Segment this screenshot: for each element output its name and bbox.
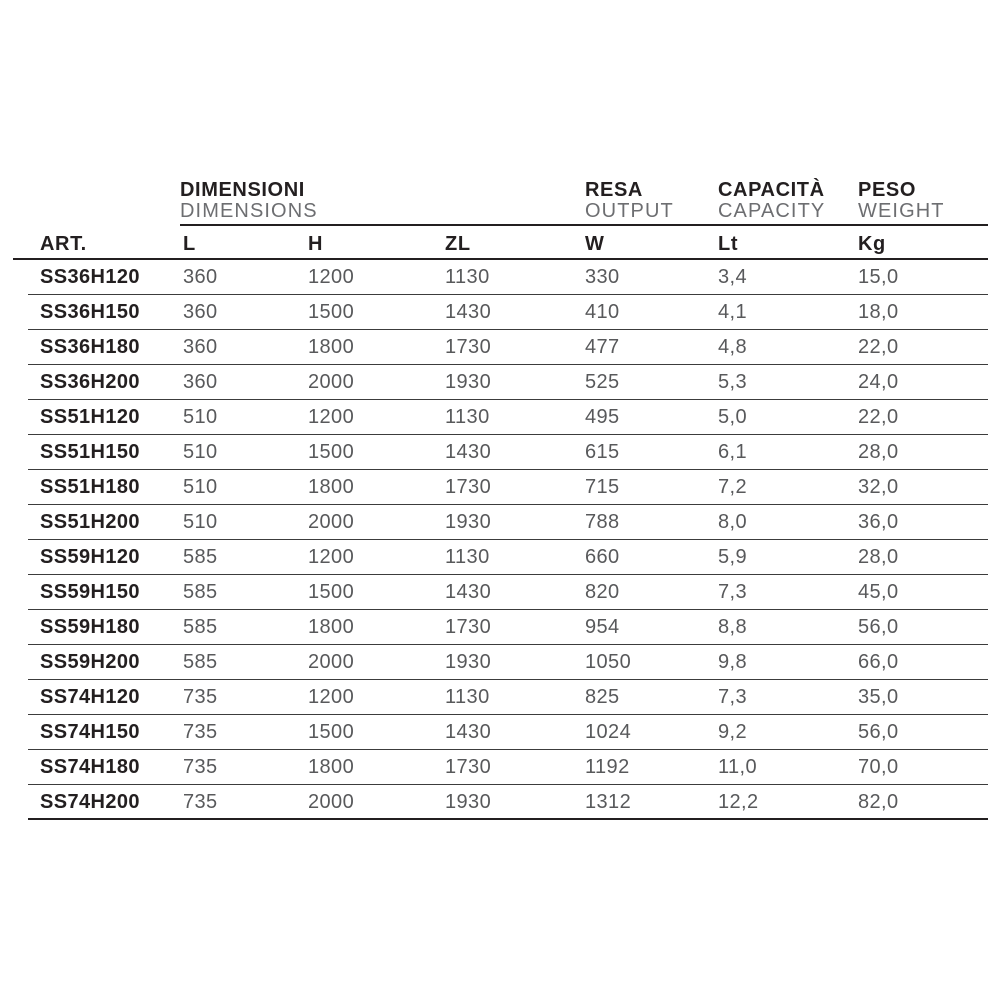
value-lt: 7,3 [718, 581, 748, 603]
value-h: 1200 [308, 686, 355, 708]
article-code: SS59H180 [40, 616, 140, 638]
value-lt: 12,2 [718, 791, 759, 813]
article-code: SS51H120 [40, 406, 140, 428]
value-h: 1200 [308, 546, 355, 568]
value-h: 1500 [308, 441, 355, 463]
article-code: SS74H120 [40, 686, 140, 708]
value-l: 360 [183, 371, 218, 393]
value-l: 510 [183, 511, 218, 533]
value-w: 615 [585, 441, 620, 463]
column-header-l: L [183, 233, 196, 255]
group-header-capacity [718, 180, 825, 222]
value-zl: 1730 [445, 616, 492, 638]
column-header-zl: ZL [445, 233, 471, 255]
table-row [13, 540, 988, 575]
value-w: 1312 [585, 791, 632, 813]
value-w: 525 [585, 371, 620, 393]
value-lt: 3,4 [718, 266, 748, 288]
table-body [13, 260, 988, 820]
value-l: 735 [183, 791, 218, 813]
value-h: 1500 [308, 581, 355, 603]
value-zl: 1930 [445, 371, 492, 393]
value-l: 360 [183, 336, 218, 358]
value-zl: 1430 [445, 581, 492, 603]
article-code: SS36H120 [40, 266, 140, 288]
article-code: SS36H180 [40, 336, 140, 358]
value-lt: 11,0 [718, 756, 758, 778]
column-header-h: H [308, 233, 324, 255]
article-code: SS51H200 [40, 511, 140, 533]
column-header-row [13, 232, 988, 257]
value-zl: 1930 [445, 511, 492, 533]
column-header-art: ART. [40, 233, 87, 255]
value-lt: 5,0 [718, 406, 748, 428]
value-lt: 4,8 [718, 336, 748, 358]
value-lt: 9,8 [718, 651, 748, 673]
value-h: 1500 [308, 721, 355, 743]
table-row [13, 365, 988, 400]
value-lt: 7,3 [718, 686, 748, 708]
table-row [13, 260, 988, 295]
group-header-output [585, 180, 674, 222]
value-lt: 6,1 [718, 441, 748, 463]
value-l: 360 [183, 266, 218, 288]
value-lt: 7,2 [718, 476, 748, 498]
value-w: 330 [585, 266, 620, 288]
value-w: 820 [585, 581, 620, 603]
table-row [13, 330, 988, 365]
value-kg: 28,0 [858, 441, 899, 463]
value-h: 2000 [308, 651, 355, 673]
value-zl: 1430 [445, 301, 492, 323]
group-label-en: OUTPUT [585, 200, 674, 222]
value-l: 510 [183, 406, 218, 428]
value-w: 1024 [585, 721, 632, 743]
value-kg: 22,0 [858, 336, 899, 358]
value-kg: 82,0 [858, 791, 899, 813]
value-l: 585 [183, 651, 218, 673]
value-zl: 1130 [445, 266, 490, 288]
value-kg: 56,0 [858, 721, 899, 743]
article-code: SS74H200 [40, 791, 140, 813]
value-zl: 1930 [445, 651, 492, 673]
value-lt: 4,1 [718, 301, 748, 323]
value-h: 1800 [308, 616, 355, 638]
table-row [13, 400, 988, 435]
value-h: 1800 [308, 476, 355, 498]
value-lt: 8,0 [718, 511, 748, 533]
group-underline-rule [180, 224, 988, 226]
table-row [13, 785, 988, 820]
value-kg: 66,0 [858, 651, 899, 673]
value-w: 410 [585, 301, 620, 323]
value-w: 715 [585, 476, 620, 498]
value-lt: 5,9 [718, 546, 748, 568]
table-row [13, 645, 988, 680]
value-l: 735 [183, 756, 218, 778]
value-l: 510 [183, 441, 218, 463]
table-row [13, 505, 988, 540]
spec-table [13, 180, 988, 825]
table-row [13, 435, 988, 470]
value-kg: 18,0 [858, 301, 899, 323]
value-kg: 56,0 [858, 616, 899, 638]
value-kg: 70,0 [858, 756, 899, 778]
value-w: 477 [585, 336, 620, 358]
value-l: 585 [183, 581, 218, 603]
value-l: 735 [183, 721, 218, 743]
value-w: 825 [585, 686, 620, 708]
value-h: 1500 [308, 301, 355, 323]
value-l: 735 [183, 686, 218, 708]
article-code: SS74H180 [40, 756, 140, 778]
article-code: SS59H120 [40, 546, 140, 568]
article-code: SS59H200 [40, 651, 140, 673]
value-lt: 5,3 [718, 371, 748, 393]
group-label-it: DIMENSIONI [180, 179, 305, 201]
value-zl: 1430 [445, 441, 492, 463]
table-row [13, 470, 988, 505]
value-l: 510 [183, 476, 218, 498]
group-label-en: WEIGHT [858, 200, 945, 222]
value-l: 360 [183, 301, 218, 323]
column-header-lt: Lt [718, 233, 739, 255]
value-zl: 1130 [445, 546, 490, 568]
value-w: 1192 [585, 756, 630, 778]
value-l: 585 [183, 616, 218, 638]
value-zl: 1130 [445, 686, 490, 708]
value-lt: 9,2 [718, 721, 748, 743]
value-h: 2000 [308, 791, 355, 813]
value-kg: 22,0 [858, 406, 899, 428]
value-lt: 8,8 [718, 616, 748, 638]
value-kg: 45,0 [858, 581, 899, 603]
column-header-w: W [585, 233, 605, 255]
value-w: 954 [585, 616, 620, 638]
value-w: 660 [585, 546, 620, 568]
value-zl: 1930 [445, 791, 492, 813]
value-l: 585 [183, 546, 218, 568]
value-w: 495 [585, 406, 620, 428]
article-code: SS36H200 [40, 371, 140, 393]
group-label-it: PESO [858, 179, 916, 201]
article-code: SS51H180 [40, 476, 140, 498]
value-h: 2000 [308, 371, 355, 393]
table-row [13, 575, 988, 610]
table-row [13, 680, 988, 715]
article-code: SS36H150 [40, 301, 140, 323]
value-kg: 24,0 [858, 371, 899, 393]
value-h: 2000 [308, 511, 355, 533]
group-label-it: RESA [585, 179, 643, 201]
value-w: 788 [585, 511, 620, 533]
value-kg: 32,0 [858, 476, 899, 498]
group-header-weight [858, 180, 945, 222]
article-code: SS74H150 [40, 721, 140, 743]
value-h: 1200 [308, 266, 355, 288]
group-header-dimensions [180, 180, 318, 222]
value-h: 1800 [308, 336, 355, 358]
value-kg: 28,0 [858, 546, 899, 568]
column-header-kg: Kg [858, 233, 886, 255]
table-row [13, 295, 988, 330]
value-zl: 1730 [445, 476, 492, 498]
value-kg: 15,0 [858, 266, 899, 288]
value-h: 1800 [308, 756, 355, 778]
table-row [13, 750, 988, 785]
value-zl: 1130 [445, 406, 490, 428]
group-label-en: CAPACITY [718, 200, 826, 222]
value-h: 1200 [308, 406, 355, 428]
value-zl: 1730 [445, 336, 492, 358]
table-row [13, 610, 988, 645]
group-label-it: CAPACITÀ [718, 179, 825, 201]
value-kg: 36,0 [858, 511, 899, 533]
table-row [13, 715, 988, 750]
article-code: SS59H150 [40, 581, 140, 603]
value-zl: 1430 [445, 721, 492, 743]
value-w: 1050 [585, 651, 632, 673]
value-zl: 1730 [445, 756, 492, 778]
group-label-en: DIMENSIONS [180, 200, 318, 222]
article-code: SS51H150 [40, 441, 140, 463]
value-kg: 35,0 [858, 686, 899, 708]
